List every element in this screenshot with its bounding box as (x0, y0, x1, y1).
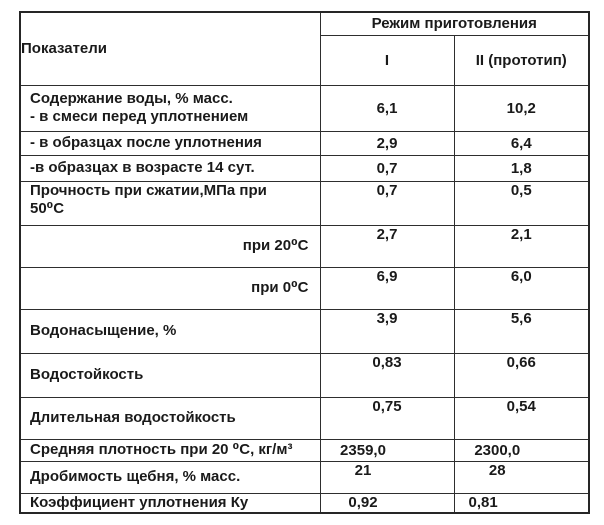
value-mode-1: 0,75 (320, 397, 454, 439)
value-mode-1: 6,1 (320, 85, 454, 131)
value-mode-2: 2,1 (454, 225, 589, 267)
indicator-label: Водостойкость (20, 353, 320, 397)
header-row-group (20, 12, 589, 35)
value-mode-2: 28 (454, 461, 589, 493)
indicator-label: Прочность при сжатии,МПа при 50⁰С (20, 181, 320, 225)
value-mode-2: 6,0 (454, 267, 589, 309)
indicator-label: Средняя плотность при 20 ⁰С, кг/м³ (20, 439, 320, 461)
value-mode-2: 0,81 (454, 493, 589, 513)
table-row (20, 461, 589, 493)
table-row (20, 181, 589, 225)
table-row (20, 353, 589, 397)
table-row (20, 493, 589, 513)
indicator-label: при 20⁰С (20, 225, 320, 267)
value-mode-1: 6,9 (320, 267, 454, 309)
value-mode-1: 2,7 (320, 225, 454, 267)
table-header (20, 12, 589, 85)
table-row (20, 267, 589, 309)
value-mode-1: 0,92 (320, 493, 454, 513)
indicator-label: Дробимость щебня, % масс. (20, 461, 320, 493)
value-mode-2: 0,54 (454, 397, 589, 439)
table-row (20, 309, 589, 353)
indicator-label: Водонасыщение, % (20, 309, 320, 353)
mode-2-column-header: II (прототип) (454, 35, 589, 85)
value-mode-2: 10,2 (454, 85, 589, 131)
indicator-label: Коэффициент уплотнения Ку (20, 493, 320, 513)
table-row (20, 155, 589, 181)
table-row (20, 131, 589, 155)
table-row (20, 225, 589, 267)
value-mode-2: 6,4 (454, 131, 589, 155)
indicator-label: -в образцах в возрасте 14 сут. (20, 155, 320, 181)
table-row (20, 397, 589, 439)
value-mode-1: 2359,0 (320, 439, 454, 461)
value-mode-1: 0,7 (320, 155, 454, 181)
value-mode-2: 1,8 (454, 155, 589, 181)
table-row (20, 85, 589, 131)
value-mode-2: 0,66 (454, 353, 589, 397)
indicator-label: Длительная водостойкость (20, 397, 320, 439)
indicator-label: Содержание воды, % масс. - в смеси перед уплотнением (20, 85, 320, 131)
indicators-column-header: Показатели (20, 12, 320, 85)
value-mode-2: 2300,0 (454, 439, 589, 461)
table-body (20, 85, 589, 513)
indicators-table (19, 11, 590, 514)
indicator-label: при 0⁰С (20, 267, 320, 309)
value-mode-1: 3,9 (320, 309, 454, 353)
table-row (20, 439, 589, 461)
value-mode-1: 0,7 (320, 181, 454, 225)
mode-1-column-header: I (320, 35, 454, 85)
value-mode-1: 0,83 (320, 353, 454, 397)
value-mode-1: 2,9 (320, 131, 454, 155)
value-mode-2: 5,6 (454, 309, 589, 353)
value-mode-2: 0,5 (454, 181, 589, 225)
indicator-label: - в образцах после уплотнения (20, 131, 320, 155)
mode-group-header: Режим приготовления (320, 12, 589, 35)
value-mode-1: 21 (320, 461, 454, 493)
